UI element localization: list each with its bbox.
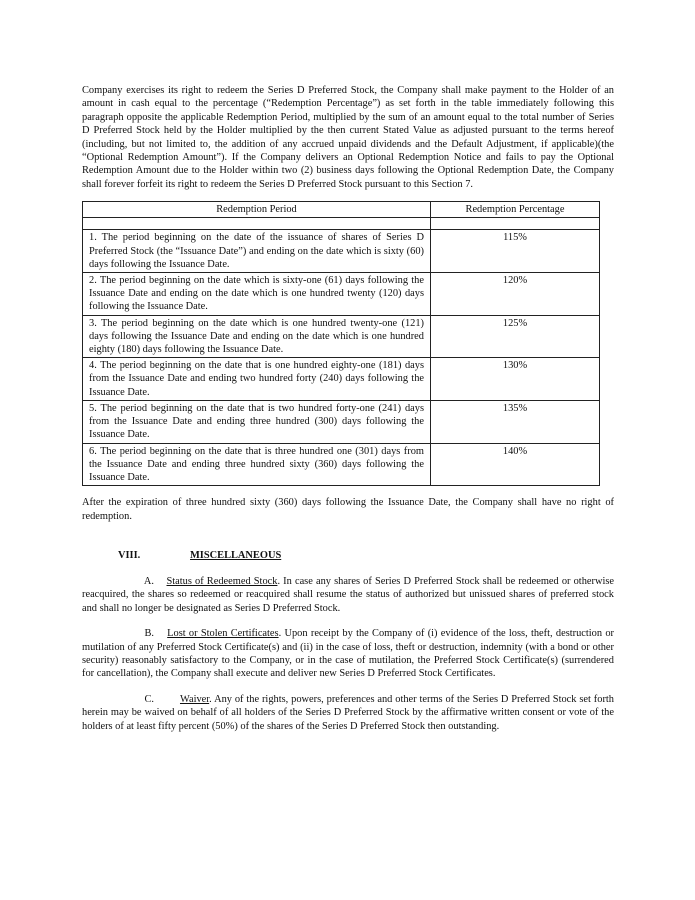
percentage-cell: 130% xyxy=(431,358,600,401)
document-page xyxy=(82,84,614,743)
redemption-table xyxy=(82,201,600,486)
percentage-cell: 120% xyxy=(431,273,600,316)
percentage-cell: 135% xyxy=(431,400,600,443)
section-title: MISCELLANEOUS xyxy=(190,549,282,561)
paragraph-heading: Lost or Stolen Certificates xyxy=(167,628,279,640)
after-table-paragraph: After the expiration of three hundred sixty (360) days following the Issuance Date, the Company shall have no right of redemption. xyxy=(82,497,614,522)
header-redemption-period: Redemption Period xyxy=(83,202,431,218)
paragraph-c xyxy=(82,693,614,733)
paragraph-text: . Upon receipt by the Company of (i) evidence of the loss, theft, destruction or mutilation of any Preferred Stock Certificate(s) and (ii) in the case of loss, theft or destruction, indemnity (with a bond or other security) reasonably satisfactory to the Company, or in the case of mutilation, the Preferred Stock Certificate(s) (surrendered for cancellation), the Company shall execute and deliver new Series D Preferred Stock Certificates. xyxy=(82,628,615,680)
paragraph-letter: A. xyxy=(143,575,154,587)
table-row xyxy=(83,315,600,358)
header-redemption-percentage: Redemption Percentage xyxy=(431,202,600,218)
table-row xyxy=(83,443,600,486)
intro-paragraph: Company exercises its right to redeem the Series D Preferred Stock, the Company shall make payment to the Holder of an amount in cash equal to the percentage (“Redemption Percentage”) as set forth in the table immediately following this paragraph opposite the applicable Redemption Period, multiplied by the sum of an amount equal to the total number of Series D Preferred Stock held by the Holder multiplied by the then current Stated Value as adjusted pursuant to the terms hereof (including, but not limited to, the addition of any accrued unpaid dividends and the Default Adjustment, if applicable)(the “Optional Redemption Amount”). If the Company delivers an Optional Redemption Notice and fails to pay the Optional Redemption Amount due to the Holder within two (2) business days following the Optional Redemption Date, the Company shall forever forfeit its right to redeem the Series D Preferred Stock pursuant to this Section 7. xyxy=(82,85,614,190)
paragraph-a xyxy=(82,575,614,615)
paragraph-text: . In case any shares of Series D Preferred Stock shall be redeemed or otherwise reacquired, the shares so redeemed or reacquired shall resume the status of authorized but unissued shares of preferred stock and shall no longer be designated as Series D Preferred Stock. xyxy=(82,575,615,614)
period-cell: 1. The period beginning on the date of the issuance of shares of Series D Preferred Stock (the “Issuance Date”) and ending on the date which is sixty (60) days following the Issuance Date. xyxy=(83,230,431,273)
percentage-cell: 125% xyxy=(431,315,600,358)
table-spacer-row xyxy=(83,218,600,230)
period-cell: 2. The period beginning on the date which is sixty-one (61) days following the Issuance Date and ending on the date which is one hundred twenty (120) days following the Issuance Date. xyxy=(83,273,431,316)
table-row xyxy=(83,230,600,273)
table-row xyxy=(83,273,600,316)
table-header-row xyxy=(83,202,600,218)
paragraph-b xyxy=(82,627,614,681)
period-cell: 3. The period beginning on the date which is one hundred twenty-one (121) days following the Issuance Date and ending on the date which is one hundred eighty (180) days following the Issuance Date. xyxy=(83,315,431,358)
period-cell: 4. The period beginning on the date that is one hundred eighty-one (181) days from the Issuance Date and ending two hundred forty (240) days following the Issuance Date. xyxy=(83,358,431,401)
period-cell: 6. The period beginning on the date that is three hundred one (301) days from the Issuance Date and ending three hundred sixty (360) days following the Issuance Date. xyxy=(83,443,431,486)
section-number: VIII. xyxy=(118,549,141,561)
period-cell: 5. The period beginning on the date that is two hundred forty-one (241) days from the Issuance Date and ending three hundred (300) days following the Issuance Date. xyxy=(83,400,431,443)
table-row xyxy=(83,358,600,401)
paragraph-text: . Any of the rights, powers, preferences and other terms of the Series D Preferred Stock set forth herein may be waived on behalf of all holders of the Series D Preferred Stock by the affirmative written consent or vote of the holders of at least fifty percent (50%) of the shares of the Series D Preferred Stock then outstanding. xyxy=(82,693,614,732)
paragraph-letter: B. xyxy=(144,628,154,640)
paragraph-heading: Status of Redeemed Stock xyxy=(166,575,278,587)
table-row xyxy=(83,400,600,443)
paragraph-heading: Waiver xyxy=(179,693,210,705)
percentage-cell: 140% xyxy=(431,443,600,486)
paragraph-letter: C. xyxy=(144,693,154,705)
section-heading xyxy=(82,549,614,563)
percentage-cell: 115% xyxy=(431,230,600,273)
